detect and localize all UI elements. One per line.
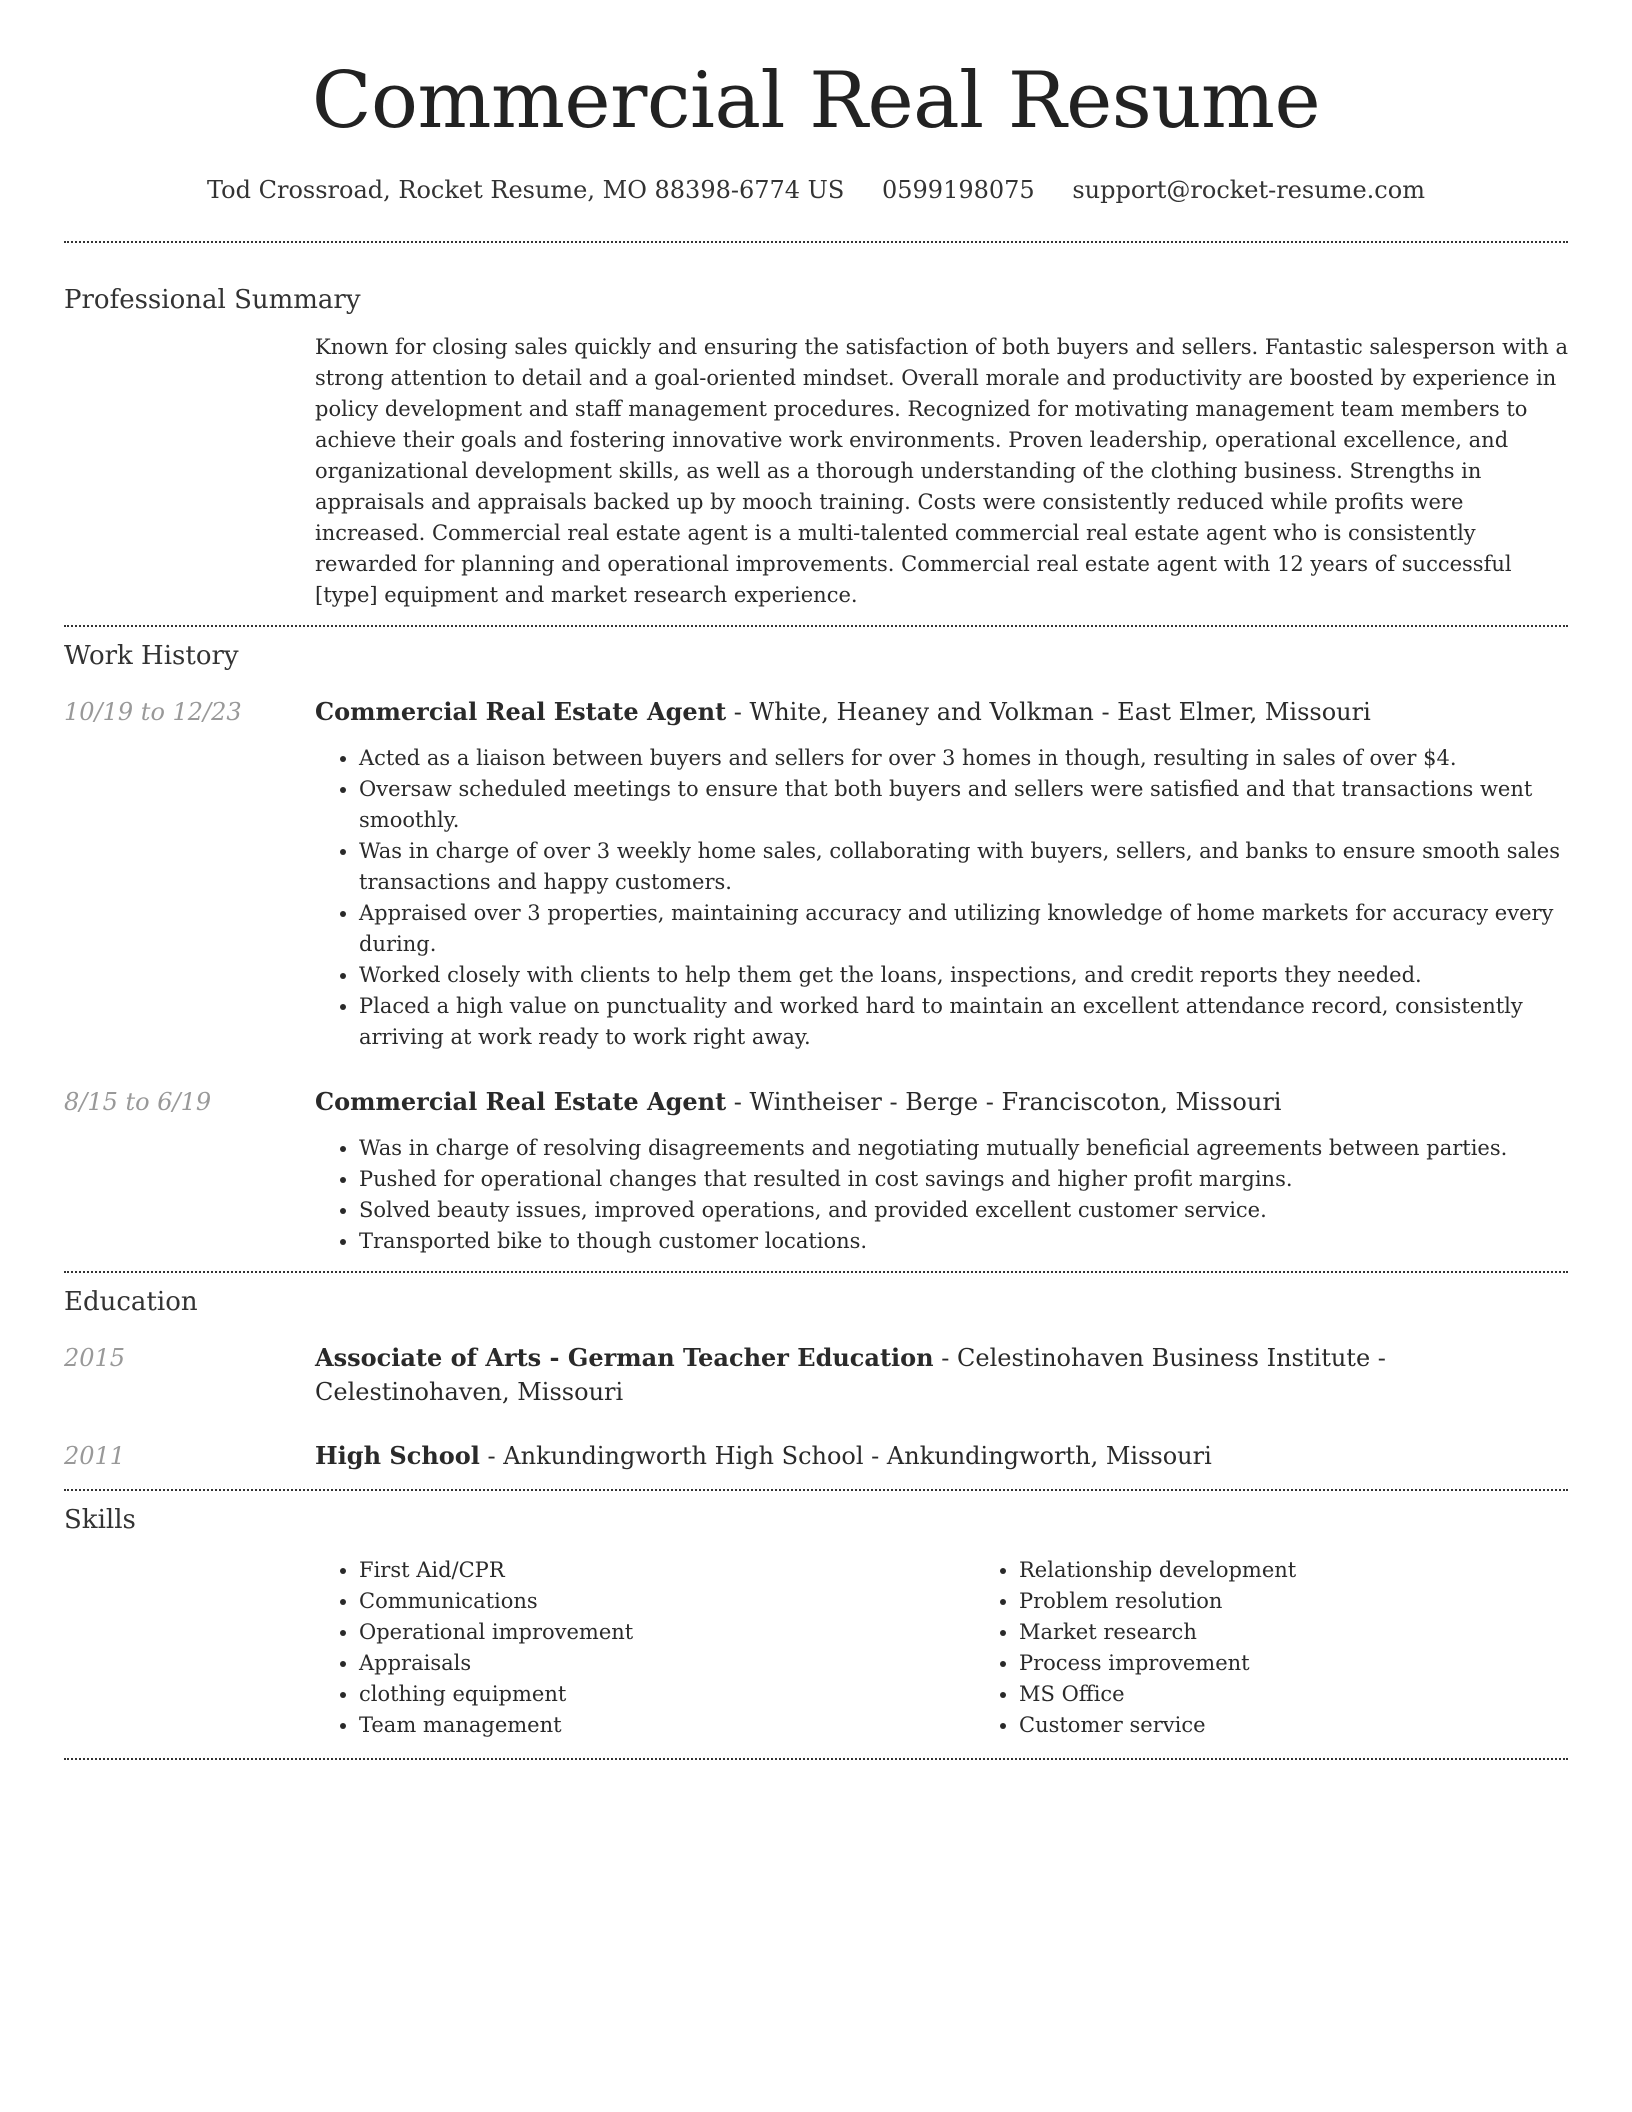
list-item: • Solved beauty issues, improved operations, and provided excellent customer service. — [359, 1195, 1568, 1226]
skill-item: • First Aid/CPR — [359, 1555, 975, 1586]
contact-email: support@rocket-resume.com — [1072, 176, 1425, 204]
skill-item: • Relationship development — [1019, 1555, 1632, 1586]
list-item: • Was in charge of over 3 weekly home sales, collaborating with buyers, sellers, and banks to ensure smooth sales transactions and happy customers. — [359, 836, 1568, 898]
list-item: • Pushed for operational changes that resulted in cost savings and higher profit margins. — [359, 1164, 1568, 1195]
skill-item: • MS Office — [1019, 1679, 1632, 1710]
job-role: Commercial Real Estate Agent — [315, 697, 727, 726]
education-details: - Celestinohaven Business Institute - Celestinohaven, Missouri — [315, 1344, 1386, 1406]
job-entry — [64, 695, 1568, 1053]
job-bullets — [315, 743, 1568, 1053]
contact-line — [64, 174, 1568, 206]
skill-item: • clothing equipment — [359, 1679, 975, 1710]
skill-item: • Process improvement — [1019, 1648, 1632, 1679]
education-year: 2015 — [64, 1344, 126, 1372]
skills-list-left — [315, 1555, 975, 1741]
contact-phone: 0599198075 — [881, 176, 1035, 204]
job-dates: 10/19 to 12/23 — [64, 698, 242, 726]
list-item: • Transported bike to though customer locations. — [359, 1226, 1568, 1257]
skill-item: • Operational improvement — [359, 1617, 975, 1648]
job-role: Commercial Real Estate Agent — [315, 1087, 727, 1116]
work-history-section — [64, 627, 1568, 1257]
skill-item: • Communications — [359, 1586, 975, 1617]
education-degree: Associate of Arts - German Teacher Education — [315, 1343, 934, 1372]
job-dates: 8/15 to 6/19 — [64, 1088, 212, 1116]
job-details: - White, Heaney and Volkman - East Elmer, Missouri — [726, 698, 1371, 726]
skill-item: • Customer service — [1019, 1710, 1632, 1741]
skill-item: • Market research — [1019, 1617, 1632, 1648]
job-details: - Wintheiser - Berge - Franciscoton, Missouri — [726, 1088, 1282, 1116]
job-title — [315, 1085, 1568, 1119]
work-history-heading: Work History — [64, 641, 239, 671]
skills-section — [64, 1491, 1568, 1741]
list-item: • Placed a high value on punctuality and worked hard to maintain an excellent attendance record, consistently arriving at work ready to work right away. — [359, 991, 1568, 1053]
job-entry — [64, 1085, 1568, 1257]
education-heading: Education — [64, 1287, 198, 1317]
list-item: • Was in charge of resolving disagreements and negotiating mutually beneficial agreements between parties. — [359, 1133, 1568, 1164]
list-item: • Oversaw scheduled meetings to ensure that both buyers and sellers were satisfied and that transactions went smoothly. — [359, 774, 1568, 836]
education-entry — [64, 1439, 1568, 1473]
skills-heading: Skills — [64, 1505, 136, 1535]
education-details: - Ankundingworth High School - Ankundingworth, Missouri — [479, 1442, 1212, 1470]
summary-text: Known for closing sales quickly and ensuring the satisfaction of both buyers and sellers. Fantastic salesperson with a strong attention to detail and a goal-oriented mindset. Overall morale and productivity are boosted by experience in policy development and staff management procedures. Recognized for motivating management team members to achieve their goals and fostering innovative work environments. Proven leadership, operational excellence, and organizational development skills, as well as a thorough understanding of the clothing business. Strengths in appraisals and appraisals backed up by mooch training. Costs were consistently reduced while profits were increased. Commercial real estate agent is a multi-talented commercial real estate agent who is consistently rewarded for planning and operational improvements. Commercial real estate agent with 12 years of successful [type] equipment and market research experience. — [315, 335, 1568, 607]
list-item: • Appraised over 3 properties, maintaining accuracy and utilizing knowledge of home markets for accuracy every during. — [359, 898, 1568, 960]
education-degree: High School — [315, 1441, 480, 1470]
job-bullets — [315, 1133, 1568, 1257]
skill-item: • Team management — [359, 1710, 975, 1741]
list-item: • Acted as a liaison between buyers and sellers for over 3 homes in though, resulting in sales of over $4. — [359, 743, 1568, 774]
education-section — [64, 1273, 1568, 1473]
skill-item: • Problem resolution — [1019, 1586, 1632, 1617]
job-title — [315, 695, 1568, 729]
summary-heading: Professional Summary — [64, 285, 361, 315]
summary-section — [64, 243, 1568, 611]
list-item: • Worked closely with clients to help them get the loans, inspections, and credit reports they needed. — [359, 960, 1568, 991]
contact-address: Tod Crossroad, Rocket Resume, MO 88398-6774 US — [207, 176, 845, 204]
education-entry — [64, 1341, 1568, 1409]
skill-item: • Appraisals — [359, 1648, 975, 1679]
education-year: 2011 — [64, 1442, 126, 1470]
resume-name: Commercial Real Resume — [311, 56, 1321, 146]
section-divider — [64, 1758, 1568, 1760]
skills-list-right — [975, 1555, 1632, 1741]
